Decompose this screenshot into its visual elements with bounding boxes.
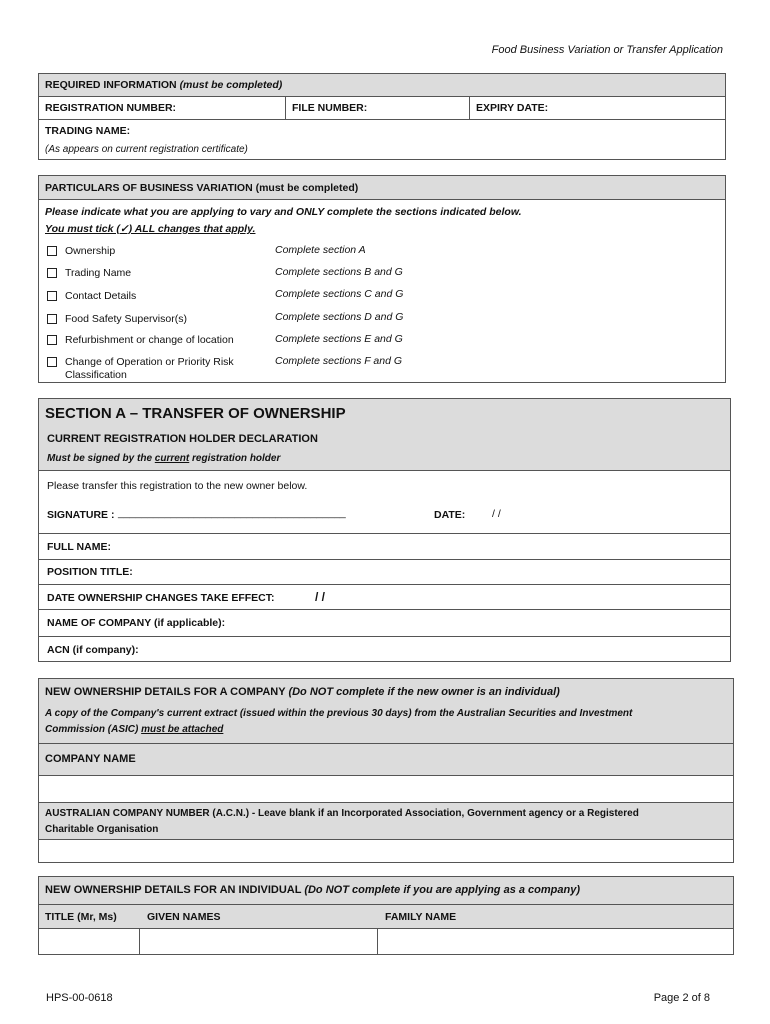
expiry-date-label: EXPIRY DATE: [476, 102, 549, 114]
food-safety-supervisor-option-label: Food Safety Supervisor(s) [65, 313, 187, 325]
date-effect-label: DATE OWNERSHIP CHANGES TAKE EFFECT: [47, 592, 275, 604]
trading-name-checkbox[interactable] [47, 268, 57, 278]
company-heading-text: NEW OWNERSHIP DETAILS FOR A COMPANY [45, 686, 286, 698]
particulars-box [38, 175, 726, 383]
company-name-row[interactable] [39, 609, 730, 636]
acn-heading-line1: AUSTRALIAN COMPANY NUMBER (A.C.N.) - Leave blank if an Incorporated Association, Government agency or a Registered [45, 808, 639, 819]
trading-name-note: (As appears on current registration certificate) [45, 144, 248, 155]
acn-input-row[interactable] [39, 839, 733, 863]
particulars-heading-row [39, 176, 725, 199]
signed-note-pre: Must be signed by the [47, 453, 155, 464]
ownership-option-label: Ownership [65, 245, 116, 257]
title-input[interactable] [39, 929, 139, 956]
trading-name-row[interactable] [39, 119, 725, 160]
change-of-operation-checkbox[interactable] [47, 357, 57, 367]
signature-block[interactable] [39, 470, 730, 533]
individual-heading-note: (Do NOT complete if you are applying as a company) [304, 884, 580, 896]
ownership-option-action: Complete section A [275, 244, 366, 256]
individual-heading-row [39, 877, 733, 904]
required-information-heading [45, 79, 282, 91]
date-effect-row[interactable] [39, 584, 730, 609]
signed-by-note [47, 453, 280, 464]
asic-note-line2 [45, 724, 223, 735]
asic-note-must-attach: must be attached [141, 724, 224, 735]
individual-heading [45, 884, 580, 896]
full-name-label: FULL NAME: [47, 541, 111, 553]
given-names-column-header: GIVEN NAMES [147, 911, 221, 923]
signed-note-post: registration holder [189, 453, 281, 464]
individual-heading-text: NEW OWNERSHIP DETAILS FOR AN INDIVIDUAL [45, 884, 302, 896]
trading-name-label: TRADING NAME: [45, 125, 131, 137]
signature-line[interactable]: _______________________________________ [118, 507, 346, 519]
registration-number-label: REGISTRATION NUMBER: [45, 102, 177, 114]
company-ownership-box [38, 678, 734, 863]
transfer-text: Please transfer this registration to the new owner below. [47, 480, 308, 492]
company-heading-note: (Do NOT complete if the new owner is an individual) [288, 686, 560, 698]
signed-note-current: current [154, 453, 190, 464]
family-name-input[interactable] [378, 929, 734, 956]
individual-input-row [39, 928, 733, 955]
company-name-heading: COMPANY NAME [45, 753, 136, 765]
food-safety-supervisor-option-action: Complete sections D and G [275, 311, 404, 323]
required-information-heading-row [39, 74, 725, 96]
tick-note: You must tick (✓) ALL changes that apply. [45, 223, 256, 235]
position-title-row[interactable] [39, 559, 730, 584]
individual-columns-row [39, 904, 733, 928]
acn-row[interactable] [39, 636, 730, 663]
particulars-heading: PARTICULARS OF BUSINESS VARIATION (must be completed) [45, 182, 359, 194]
required-information-box [38, 73, 726, 160]
trading-name-option-label: Trading Name [65, 267, 132, 279]
change-of-operation-option-label-2: Classification [65, 369, 127, 381]
signature-label: SIGNATURE : [47, 509, 115, 521]
section-a-title: SECTION A – TRANSFER OF OWNERSHIP [45, 405, 346, 422]
ownership-checkbox[interactable] [47, 246, 57, 256]
asic-note-line1: A copy of the Company's current extract (issued within the previous 30 days) from the Australian Securities and Investment [45, 708, 633, 719]
date-label: DATE: [434, 509, 466, 521]
individual-ownership-box [38, 876, 734, 955]
company-heading-block [39, 679, 733, 743]
asic-note-line2-pre: Commission (ASIC) [45, 724, 142, 735]
section-a-box [38, 398, 731, 662]
required-heading-text: REQUIRED INFORMATION [45, 79, 177, 91]
footer-page-number: Page 2 of 8 [653, 992, 710, 1004]
section-a-heading-block [39, 399, 730, 470]
family-name-column-header: FAMILY NAME [385, 911, 457, 923]
title-column-header: TITLE (Mr, Ms) [45, 911, 117, 923]
document-header-title: Food Business Variation or Transfer Application [491, 44, 723, 56]
change-of-operation-option-action: Complete sections F and G [275, 355, 403, 367]
particulars-instruction: Please indicate what you are applying to vary and ONLY complete the sections indicated below. [45, 206, 522, 218]
change-of-operation-option-label: Change of Operation or Priority Risk [65, 356, 234, 368]
company-heading [45, 686, 560, 698]
date-slashes[interactable]: / / [492, 508, 501, 520]
acn-label: ACN (if company): [47, 644, 139, 656]
contact-details-checkbox[interactable] [47, 291, 57, 301]
refurbishment-option-label: Refurbishment or change of location [65, 334, 234, 346]
trading-name-option-action: Complete sections B and G [275, 266, 403, 278]
file-number-label: FILE NUMBER: [292, 102, 368, 114]
refurbishment-option-action: Complete sections E and G [275, 333, 403, 345]
contact-details-option-label: Contact Details [65, 290, 137, 302]
required-heading-note: (must be completed) [179, 79, 283, 91]
acn-heading-row [39, 802, 733, 839]
company-name-heading-row [39, 743, 733, 775]
acn-heading-line2: Charitable Organisation [45, 824, 159, 835]
food-safety-supervisor-checkbox[interactable] [47, 314, 57, 324]
refurbishment-checkbox[interactable] [47, 335, 57, 345]
footer-code: HPS-00-0618 [46, 992, 113, 1004]
registration-row [39, 96, 725, 119]
date-effect-slashes[interactable]: / / [315, 590, 326, 604]
particulars-body [39, 199, 725, 383]
position-title-label: POSITION TITLE: [47, 566, 133, 578]
company-name-input-row[interactable] [39, 775, 733, 802]
declaration-heading: CURRENT REGISTRATION HOLDER DECLARATION [47, 433, 318, 445]
given-names-input[interactable] [140, 929, 377, 956]
full-name-row[interactable] [39, 533, 730, 559]
name-of-company-label: NAME OF COMPANY (if applicable): [47, 617, 226, 629]
contact-details-option-action: Complete sections C and G [275, 288, 404, 300]
